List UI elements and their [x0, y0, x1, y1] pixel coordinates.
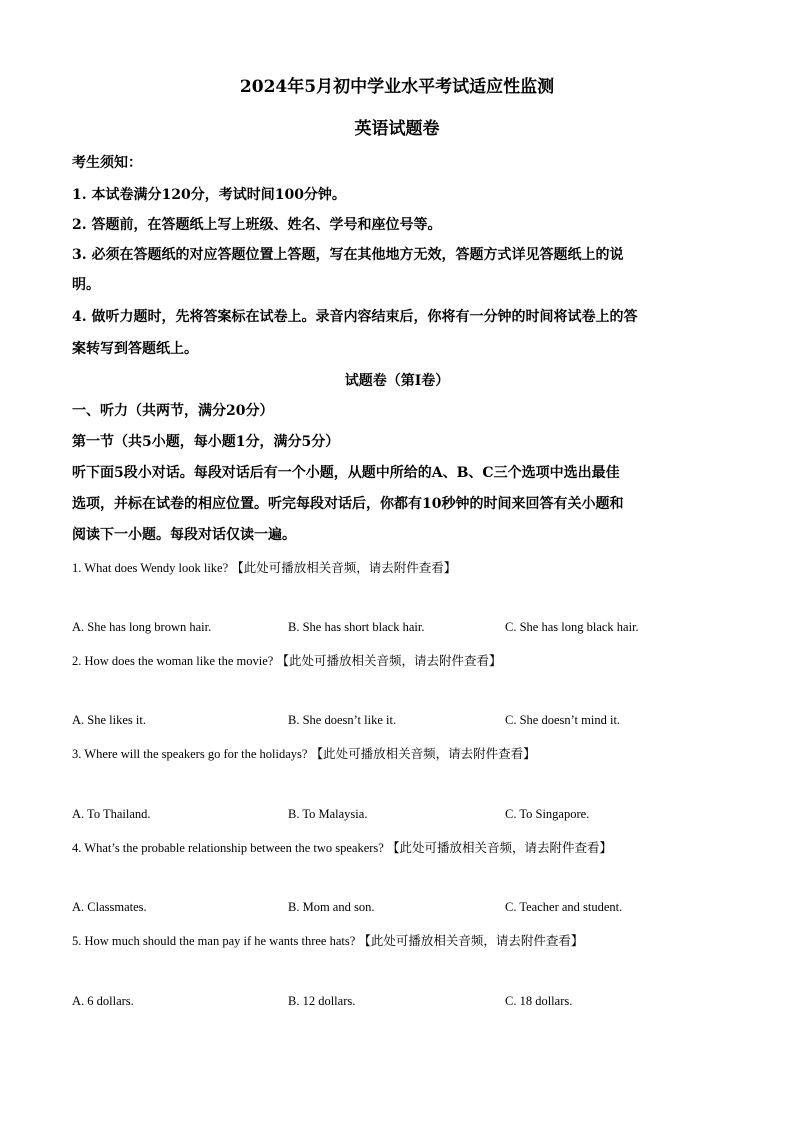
option-c: C. She doesn’t mind it.	[505, 713, 621, 727]
notice-item: 案转写到答题纸上。	[72, 341, 198, 357]
option-b: B. She has short black hair.	[288, 620, 425, 634]
notice-item: 1. 本试卷满分120分，考试时间100分钟。	[72, 187, 346, 203]
question-2	[72, 651, 501, 669]
option-a: A. She likes it.	[72, 713, 146, 727]
option-b: B. 12 dollars.	[288, 994, 356, 1008]
subpart-heading: 第一节（共5小题，每小题1分，满分5分）	[72, 434, 340, 450]
option-a: A. She has long brown hair.	[72, 620, 212, 634]
audio-note[interactable]: 【此处可播放相关音频，请去附件查看】	[310, 747, 536, 761]
part-heading: 一、听力（共两节，满分20分）	[72, 403, 274, 419]
option-b: B. Mom and son.	[288, 900, 375, 914]
audio-note[interactable]: 【此处可播放相关音频，请去附件查看】	[231, 561, 457, 575]
exam-title: 2024年5月初中学业水平考试适应性监测	[239, 77, 555, 97]
notice-item: 3. 必须在答题纸的对应答题位置上答题，写在其他地方无效，答题方式详见答题纸上的说	[72, 247, 624, 263]
question-text: 1. What does Wendy look like?	[72, 561, 229, 575]
audio-note[interactable]: 【此处可播放相关音频，请去附件查看】	[276, 654, 502, 668]
question-text: 4. What’s the probable relationship between the two speakers?	[72, 841, 384, 855]
notice-heading: 考生须知：	[72, 155, 142, 171]
notice-item: 2. 答题前，在答题纸上写上班级、姓名、学号和座位号等。	[72, 217, 442, 233]
option-a: A. Classmates.	[72, 900, 147, 914]
question-1	[72, 558, 456, 576]
question-text: 2. How does the woman like the movie?	[72, 654, 274, 668]
option-a: A. 6 dollars.	[72, 994, 134, 1008]
option-c: C. To Singapore.	[505, 807, 590, 821]
exam-subtitle: 英语试题卷	[354, 119, 440, 139]
question-text: 3. Where will the speakers go for the holidays?	[72, 747, 308, 761]
volume-heading: 试题卷（第I卷）	[344, 373, 450, 389]
option-b: B. To Malaysia.	[288, 807, 368, 821]
question-3	[72, 744, 536, 762]
question-4	[72, 838, 612, 856]
option-b: B. She doesn’t like it.	[288, 713, 397, 727]
option-c: C. She has long black hair.	[505, 620, 639, 634]
notice-item: 4. 做听力题时，先将答案标在试卷上。录音内容结束后，你将有一分钟的时间将试卷上的答	[72, 309, 638, 325]
option-c: C. 18 dollars.	[505, 994, 573, 1008]
question-5	[72, 931, 583, 949]
question-text: 5. How much should the man pay if he wants three hats?	[72, 934, 356, 948]
instructions-line: 听下面5段小对话。每段对话后有一个小题，从题中所给的A、B、C三个选项中选出最佳	[72, 465, 620, 481]
instructions-line: 阅读下一小题。每段对话仅读一遍。	[72, 527, 296, 543]
instructions-line: 选项，并标在试卷的相应位置。听完每段对话后，你都有10秒钟的时间来回答有关小题和	[72, 496, 624, 512]
option-a: A. To Thailand.	[72, 807, 151, 821]
audio-note[interactable]: 【此处可播放相关音频，请去附件查看】	[386, 841, 612, 855]
audio-note[interactable]: 【此处可播放相关音频，请去附件查看】	[358, 934, 584, 948]
option-c: C. Teacher and student.	[505, 900, 623, 914]
notice-item: 明。	[72, 277, 100, 293]
